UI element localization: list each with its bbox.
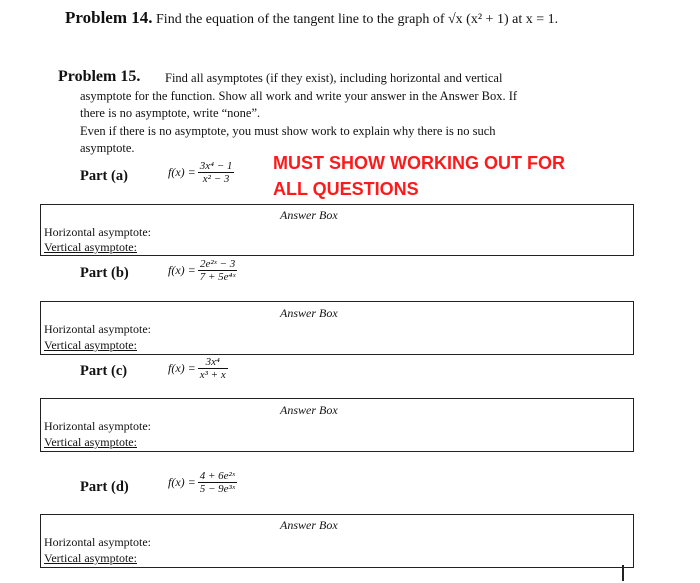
horizontal-asymptote-a: Horizontal asymptote: (44, 225, 151, 239)
part-a-fraction (198, 160, 235, 185)
part-b-numerator: 2e²ˣ − 3 (200, 258, 236, 270)
answer-box-label-c: Answer Box (280, 403, 338, 417)
problem-15-title: Problem 15. (58, 68, 141, 85)
part-d-numerator: 4 + 6e²ˣ (199, 470, 235, 482)
problem-14 (65, 8, 558, 28)
problem-14-point: at x = 1. (512, 12, 559, 27)
part-d-function (168, 470, 237, 495)
part-b-label: Part (b) (80, 265, 129, 281)
problem-15-line-5: asymptote. (80, 141, 135, 155)
vertical-asymptote-d: Vertical asymptote: (44, 551, 137, 565)
part-b-denominator: 7 + 5e⁴ˣ (199, 271, 236, 283)
problem-14-function: √x (x² + 1) (448, 12, 509, 27)
problem-15-line-4: Even if there is no asymptote, you must show work to explain why there is no such (80, 124, 496, 138)
problem-14-text: Find the equation of the tangent line to the graph of (156, 12, 445, 27)
part-a-label: Part (a) (80, 168, 128, 184)
part-a-denominator: x² − 3 (202, 173, 230, 185)
part-c-fx: f(x) = (168, 361, 196, 375)
part-d-denominator: 5 − 9e³ˣ (199, 483, 235, 495)
answer-box-d[interactable] (40, 514, 634, 568)
text-cursor-icon (622, 565, 624, 581)
part-a-numerator: 3x⁴ − 1 (199, 160, 233, 172)
part-a-fx: f(x) = (168, 165, 196, 179)
answer-box-a[interactable] (40, 204, 634, 256)
part-c-function (168, 356, 228, 381)
answer-box-b[interactable] (40, 301, 634, 355)
part-d-fx: f(x) = (168, 475, 196, 489)
vertical-asymptote-a: Vertical asymptote: (44, 240, 137, 254)
answer-box-label-d: Answer Box (280, 518, 338, 532)
part-d-label: Part (d) (80, 479, 129, 495)
part-b-fx: f(x) = (168, 263, 196, 277)
vertical-asymptote-b: Vertical asymptote: (44, 338, 137, 352)
horizontal-asymptote-b: Horizontal asymptote: (44, 322, 151, 336)
problem-15-line-3: there is no asymptote, write “none”. (80, 106, 261, 120)
part-b-function (168, 258, 237, 283)
part-c-label: Part (c) (80, 363, 128, 379)
problem-15-line-1: Find all asymptotes (if they exist), including horizontal and vertical (165, 71, 503, 85)
vertical-asymptote-c: Vertical asymptote: (44, 435, 137, 449)
part-a-function (168, 160, 234, 185)
must-show-working-line-2: ALL QUESTIONS (273, 179, 419, 199)
part-d-fraction (198, 470, 237, 495)
problem-14-title: Problem 14. (65, 8, 153, 27)
horizontal-asymptote-d: Horizontal asymptote: (44, 535, 151, 549)
horizontal-asymptote-c: Horizontal asymptote: (44, 419, 151, 433)
answer-box-label-b: Answer Box (280, 306, 338, 320)
problem-15-line-2: asymptote for the function. Show all work and write your answer in the Answer Box. If (80, 89, 518, 103)
part-c-denominator: x³ + x (199, 369, 226, 381)
must-show-working-line-1: MUST SHOW WORKING OUT FOR (273, 153, 565, 173)
part-c-numerator: 3x⁴ (205, 356, 220, 368)
part-c-fraction (198, 356, 228, 381)
answer-box-c[interactable] (40, 398, 634, 452)
part-b-fraction (198, 258, 238, 283)
answer-box-label-a: Answer Box (280, 208, 338, 222)
